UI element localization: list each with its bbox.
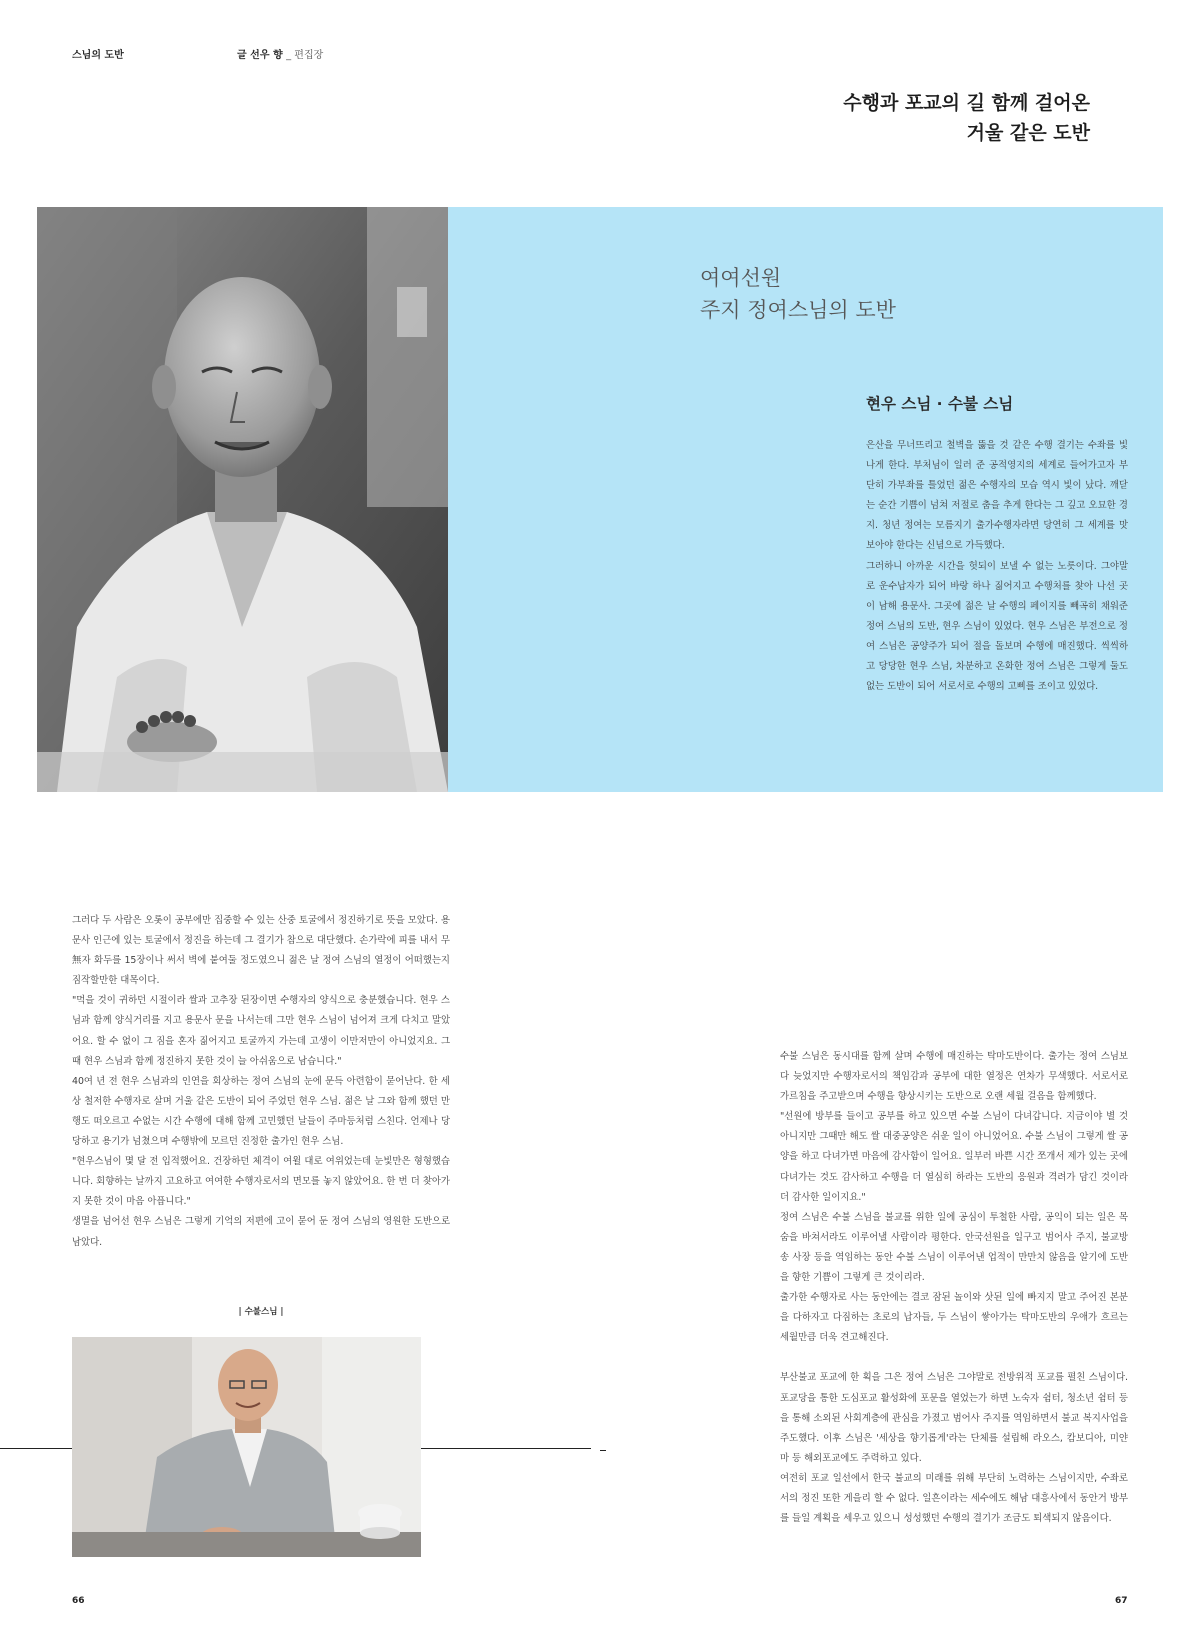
portrait-illustration: [37, 207, 448, 792]
panel-title: [700, 262, 896, 326]
body-paragraph: 여전히 포교 일선에서 한국 불교의 미래를 위해 부단히 노력하는 스님이지만, 수좌로서의 정진 또한 게을리 할 수 없다. 일흔이라는 세수에도 해남 대흥사에서 동안거 방부를 들일 계획을 세우고 있으니 성성했던 수행의 결기가 조금도 퇴색되지 않음이다.: [780, 1472, 1128, 1525]
author-name: 선우 향: [250, 50, 283, 61]
subul-illustration: [72, 1337, 421, 1557]
body-paragraph: "선원에 방부를 들이고 공부를 하고 있으면 수불 스님이 다녀갑니다. 지금이야 별 것 아니지만 그때만 해도 쌀 대중공양은 쉬운 일이 아니었어요. 수불 스님이 그렇게 쌀 공양을 하고 다녀가면 마음에 감사함이 일어요. 일부러 바쁜 시간 쪼개서 제가 있는 곳에 다녀가는 것도 감사하고 수행을 더 열심히 하라는 도반의 응원과 격려가 담긴 것이라 더 감사한 일이지요.": [780, 1111, 1128, 1203]
body-paragraph: 출가한 수행자로 사는 동안에는 결코 잠된 놀이와 삿된 일에 빠지지 말고 주어진 본분을 다하자고 다짐하는 초로의 납자들, 두 스님이 쌓아가는 탁마도반의 우애가 흐르는 세월만큼 더욱 견고해진다.: [780, 1292, 1128, 1344]
intro-paragraph: 그러하니 아까운 시간을 헛되이 보낼 수 없는 노릇이다. 그야말로 운수납자가 되어 바랑 하나 짊어지고 수행처를 찾아 나선 곳이 남해 용문사. 그곳에 젊은 날 수행의 페이지를 빼곡히 채워준 정여 스님의 도반, 현우 스님이 있었다. 현우 스님은 부전으로 정여 스님은 공양주가 되어 절을 돌보며 수행에 매진했다. 씩씩하고 당당한 현우 스님, 차분하고 온화한 정여 스님은 그렇게 둘도 없는 도반이 되어 서로서로 수행의 고삐를 조이고 있었다.: [866, 560, 1128, 693]
divider-line: [421, 1448, 591, 1449]
panel-title-line-1: 여여선원: [700, 266, 782, 290]
author-prefix: 글: [237, 50, 247, 61]
divider-tick: [600, 1450, 606, 1451]
body-paragraph: 그러다 두 사람은 오롯이 공부에만 집중할 수 있는 산중 토굴에서 정진하기로 뜻을 모았다. 용문사 인근에 있는 토굴에서 정진을 하는데 그 결기가 참으로 대단했다. 손가락에 피를 내서 무無자 화두를 15장이나 써서 벽에 붙여둘 정도였으니 젊은 날 정여 스님의 열정이 어떠했는지 짐작할만한 대목이다.: [72, 915, 450, 987]
panel-title-line-2: 주지 정여스님의 도반: [700, 298, 896, 322]
section-title: 스님의 도반: [72, 50, 124, 61]
page-number-right: 67: [1115, 1596, 1128, 1606]
body-paragraph: "현우스님이 몇 달 전 입적했어요. 건장하던 체격이 여윌 대로 여위었는데 눈빛만은 형형했습니다. 회향하는 날까지 고요하고 여여한 수행자로서의 면모를 놓지 않았어요. 한 번 더 찾아가지 못한 것이 마음 아픕니다.": [72, 1156, 450, 1208]
intro-text: [866, 436, 1128, 697]
headline-line-1: 수행과 포교의 길 함께 걸어온: [843, 92, 1090, 114]
headline: [843, 88, 1090, 148]
headline-line-2: 거울 같은 도반: [966, 122, 1090, 144]
photo-subul: [72, 1337, 421, 1557]
right-column-text: [780, 1047, 1128, 1529]
portrait-photo-hyunwoo: [37, 207, 448, 792]
page-number-left: 66: [72, 1596, 85, 1606]
intro-paragraph: 은산을 무너뜨리고 철벽을 뚫을 것 같은 수행 결기는 수좌를 빛나게 한다. 부처님이 일러 준 공적영지의 세계로 들어가고자 부단히 가부좌를 틀었던 젊은 수행자의 모습 역시 빛이 났다. 깨닫는 순간 기쁨이 넘쳐 저절로 춤을 추게 한다는 그 깊고 오묘한 경지. 청년 정여는 모름지기 출가수행자라면 당연히 그 세계를 맛보아야 한다는 신념으로 가득했다.: [866, 440, 1128, 552]
photo-caption: | 수불스님 |: [238, 1307, 284, 1317]
body-paragraph: "먹을 것이 귀하던 시절이라 쌀과 고추장 된장이면 수행자의 양식으로 충분했습니다. 현우 스님과 함께 양식거리를 지고 용문사 문을 나서는데 그만 현우 스님이 넘어져 크게 다치고 말았어요. 할 수 없이 그 짐을 혼자 짊어지고 토굴까지 가는데 고생이 이만저만이 아니었지요. 그때 현우 스님과 함께 정진하지 못한 것이 늘 아쉬움으로 남습니다.": [72, 995, 450, 1067]
divider-line: [0, 1448, 72, 1449]
author-role: _ 편집장: [286, 50, 324, 61]
paragraph-gap: [780, 1348, 1128, 1368]
body-paragraph: 부산불교 포교에 한 획을 그은 정여 스님은 그야말로 전방위적 포교를 펼친 스님이다. 포교당을 통한 도심포교 활성화에 포문을 열었는가 하면 노숙자 쉼터, 청소년 쉼터 등을 통해 소외된 사회계층에 관심을 가졌고 범어사 주지를 역임하면서 불교 복지사업을 주도했다. 이후 스님은 '세상을 향기롭게'라는 단체를 설립해 라오스, 캄보디아, 미얀마 등 해외포교에도 주력하고 있다.: [780, 1372, 1128, 1464]
body-paragraph: 생멸을 넘어선 현우 스님은 그렇게 기억의 저편에 고이 묻어 둔 정여 스님의 영원한 도반으로 남았다.: [72, 1216, 450, 1248]
author-byline: [237, 46, 323, 61]
body-paragraph: 40여 년 전 현우 스님과의 인연을 회상하는 정여 스님의 눈에 문득 아련함이 묻어난다. 한 세상 철저한 수행자로 살며 거울 같은 도반이 되어 주었던 현우 스님. 젊은 날 그와 함께 했던 만행도 떠오르고 수없는 시간 수행에 대해 함께 고민했던 날들이 주마등처럼 스친다. 언제나 당당하고 용기가 넘쳤으며 수행밖에 모르던 진정한 출가인 현우 스님.: [72, 1075, 450, 1148]
panel-names: 현우 스님 · 수불 스님: [866, 395, 1014, 413]
left-column-text: [72, 911, 450, 1253]
body-paragraph: 수불 스님은 동시대를 함께 살며 수행에 매진하는 탁마도반이다. 출가는 정여 스님보다 늦었지만 수행자로서의 책임감과 공부에 대한 열정은 연차가 무색했다. 서로서로 가르침을 주고받으며 수행을 향상시키는 도반으로 오랜 세월 걸음을 함께했다.: [780, 1051, 1128, 1103]
body-paragraph: 정여 스님은 수불 스님을 불교를 위한 일에 공심이 투철한 사람, 공익이 되는 일은 목숨을 바쳐서라도 이루어낼 사람이라 평한다. 안국선원을 일구고 범어사 주지, 불교방송 사장 등을 역임하는 동안 수불 스님이 이루어낸 업적이 만만치 않음을 알기에 도반을 향한 기쁨이 그렇게 큰 것이리라.: [780, 1211, 1128, 1284]
